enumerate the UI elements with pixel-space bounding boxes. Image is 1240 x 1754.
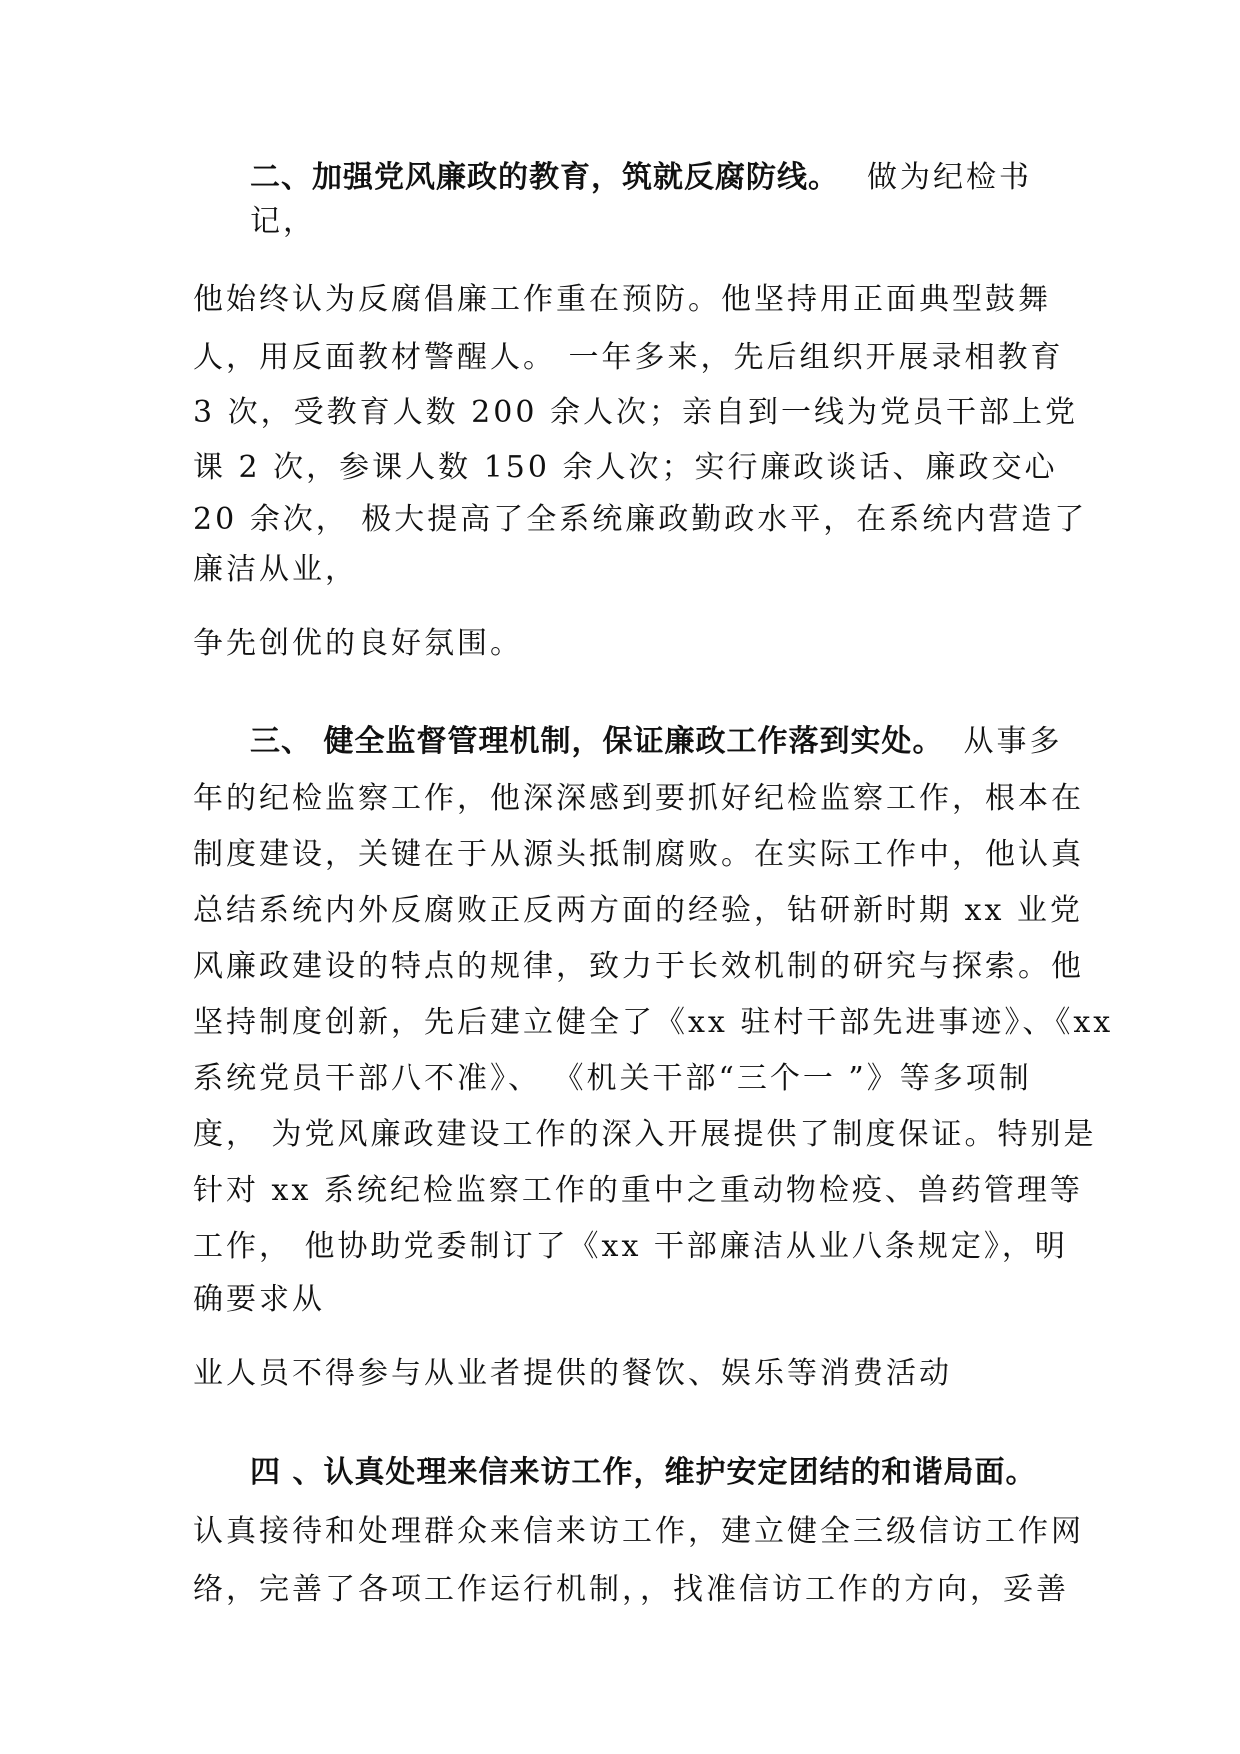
paragraph-line: 风廉政建设的特点的规律，致力于长效机制的研究与探索。他 [193,949,1084,984]
paragraph-line: 系统党员干部八不准》、 《机关干部“三个一 ”》等多项制 [193,1061,1032,1096]
paragraph-line: 度， 为党风廉政建设工作的深入开展提供了制度保证。特别是 [193,1117,1097,1152]
paragraph-line: 工作， 他协助党委制订了《xx 干部廉洁从业八条规定》，明 [193,1229,1068,1264]
section-3-heading-bold: 三、 健全监督管理机制，保证廉政工作落到实处。 [250,724,944,759]
paragraph-line: 人，用反面教材警醒人。 一年多来，先后组织开展录相教育 [193,340,1064,375]
paragraph-line: 年的纪检监察工作，他深深感到要抓好纪检监察工作，根本在 [193,781,1084,816]
paragraph-line: 总结系统内外反腐败正反两方面的经验，钻研新时期 xx 业党 [193,893,1083,928]
paragraph-line: 课 2 次，参课人数 150 余人次；实行廉政谈话、廉政交心 [193,450,1058,485]
section-heading-4 [250,1453,1036,1493]
paragraph-line: 20 余次， 极大提高了全系统廉政勤政水平，在系统内营造了 [193,502,1088,537]
section-2-heading-tail: 做为纪检书 [867,160,1032,195]
section-3-heading-tail: 从事多 [963,724,1063,759]
section-heading-3 [250,722,1062,762]
section-4-heading-bold: 四 、认真处理来信来访工作，维护安定团结的和谐局面。 [250,1455,1037,1490]
section-2-heading-bold: 二、加强党风廉政的教育，筑就反腐防线。 [250,160,839,195]
paragraph-line: 确要求从 [193,1282,325,1317]
paragraph-line: 记， [250,204,316,239]
paragraph-line: 争先创优的良好氛围。 [193,626,523,661]
section-heading-2 [250,158,1032,198]
paragraph-line: 针对 xx 系统纪检监察工作的重中之重动物检疫、兽药管理等 [193,1173,1083,1208]
paragraph-line: 廉洁从业， [193,552,358,587]
paragraph-line: 3 次，受教育人数 200 余人次；亲自到一线为党员干部上党 [193,395,1078,430]
paragraph-line: 业人员不得参与从业者提供的餐饮、娱乐等消费活动 [193,1356,952,1391]
paragraph-line: 他始终认为反腐倡廉工作重在预防。他坚持用正面典型鼓舞 [193,282,1051,317]
paragraph-line: 坚持制度创新，先后建立健全了《xx 驻村干部先进事迹》、《xx [193,1005,1114,1040]
paragraph-line: 络，完善了各项工作运行机制，，找准信访工作的方向，妥善 [193,1572,1069,1607]
paragraph-line: 制度建设，关键在于从源头抵制腐败。在实际工作中，他认真 [193,837,1084,872]
paragraph-line: 认真接待和处理群众来信来访工作，建立健全三级信访工作网 [193,1514,1084,1549]
